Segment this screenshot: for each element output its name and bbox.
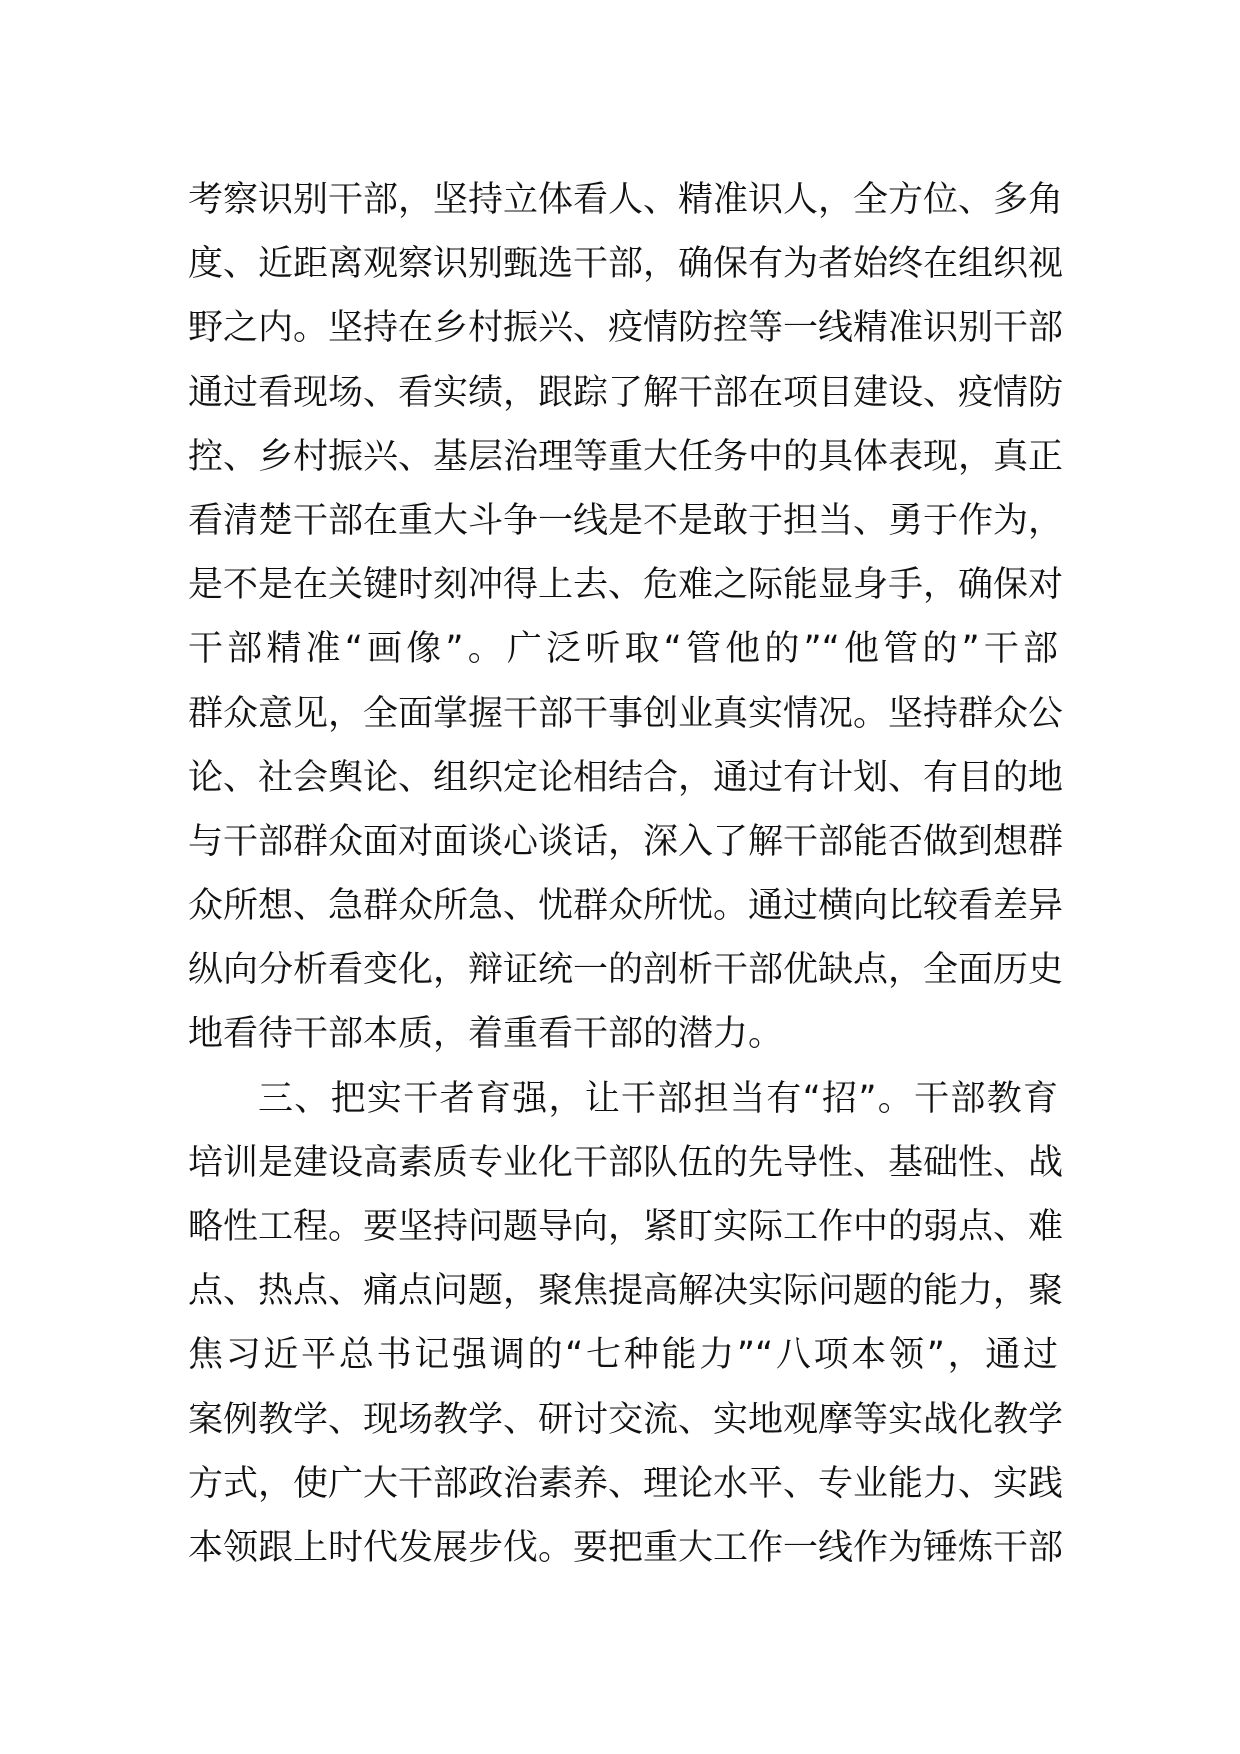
text-line: 群众意见，全面掌握干部干事创业真实情况。坚持群众公 xyxy=(188,693,1064,734)
text-line: 考察识别干部，坚持立体看人、精准识人，全方位、多角 xyxy=(188,180,1064,220)
text-line: 是不是在关键时刻冲得上去、危难之际能显身手，确保对 xyxy=(188,565,1064,606)
text-line: 案例教学、现场教学、研讨交流、实地观摩等实战化教学 xyxy=(188,1399,1064,1440)
text-line: 纵向分析看变化，辩证统一的剖析干部优缺点，全面历史 xyxy=(188,950,1064,991)
text-line: 论、社会舆论、组织定论相结合，通过有计划、有目的地 xyxy=(188,757,1064,798)
text-line: 看清楚干部在重大斗争一线是不是敢于担当、勇于作为， xyxy=(188,500,1064,541)
text-line: 干部精准“画像”。广泛听取“管他的”“他管的”干部 xyxy=(188,629,1058,670)
text-line: 众所想、急群众所急、忧群众所忧。通过横向比较看差异 xyxy=(188,886,1064,927)
text-line: 通过看现场、看实绩，跟踪了解干部在项目建设、疫情防 xyxy=(188,372,1064,413)
text-line: 野之内。坚持在乡村振兴、疫情防控等一线精准识别干部 xyxy=(188,308,1064,349)
text-line: 本领跟上时代发展步伐。要把重大工作一线作为锤炼干部 xyxy=(188,1527,1064,1568)
text-line: 点、热点、痛点问题，聚焦提高解决实际问题的能力，聚 xyxy=(188,1271,1064,1312)
text-line: 度、近距离观察识别甄选干部，确保有为者始终在组织视 xyxy=(188,244,1064,285)
text-line: 方式，使广大干部政治素养、理论水平、专业能力、实践 xyxy=(188,1463,1064,1504)
paragraph-heading-line: 三、把实干者育强，让干部担当有“招”。干部教育 xyxy=(258,1078,1058,1119)
text-line: 地看待干部本质，着重看干部的潜力。 xyxy=(188,1014,784,1055)
text-line: 焦习近平总书记强调的“七种能力”“八项本领”，通过 xyxy=(188,1335,1058,1376)
text-line: 控、乡村振兴、基层治理等重大任务中的具体表现，真正 xyxy=(188,436,1064,477)
text-line: 培训是建设高素质专业化干部队伍的先导性、基础性、战 xyxy=(188,1142,1064,1183)
text-line: 与干部群众面对面谈心谈话，深入了解干部能否做到想群 xyxy=(188,821,1064,862)
body-text xyxy=(188,168,1064,1580)
text-line: 略性工程。要坚持问题导向，紧盯实际工作中的弱点、难 xyxy=(188,1207,1064,1247)
